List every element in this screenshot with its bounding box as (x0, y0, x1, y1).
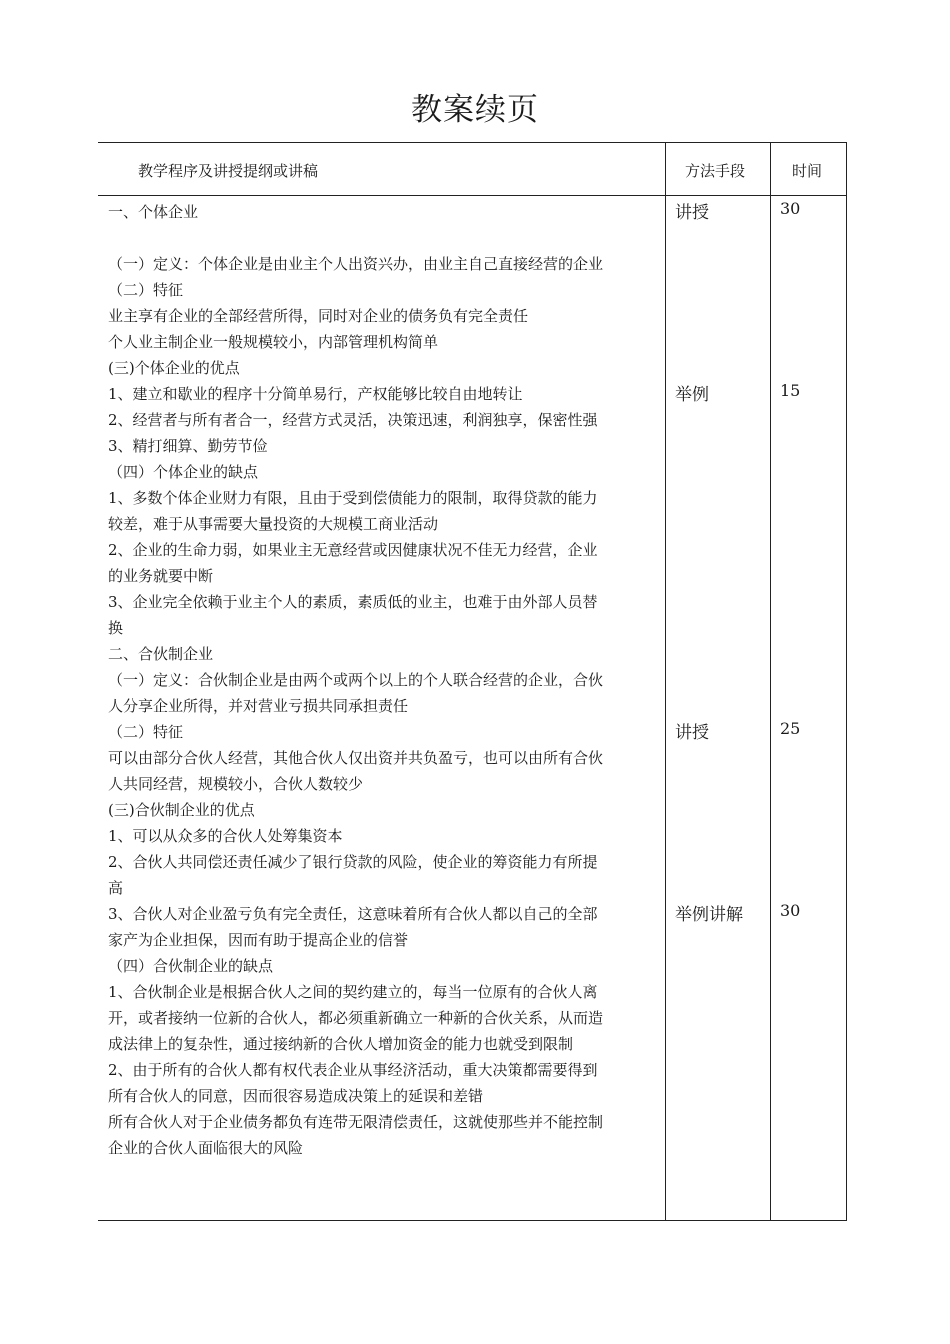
content-line: 2、由于所有的合伙人都有权代表企业从事经济活动，重大决策都需要得到 (108, 1061, 598, 1079)
column-divider-1 (665, 142, 666, 1221)
content-line: 3、企业完全依赖于业主个人的素质，素质低的业主，也难于由外部人员替 (108, 593, 598, 611)
header-method: 方法手段 (685, 162, 746, 180)
page-title: 教案续页 (411, 92, 539, 128)
content-line: 高 (108, 879, 124, 897)
content-line: 业主享有企业的全部经营所得，同时对企业的债务负有完全责任 (108, 307, 529, 325)
content-line: （二）特征 (108, 723, 184, 741)
table-right-border (846, 142, 847, 1221)
content-line: 所有合伙人的同意，因而很容易造成决策上的延误和差错 (108, 1087, 484, 1105)
header-time: 时间 (792, 162, 823, 180)
content-line: 二、合伙制企业 (108, 645, 214, 663)
time-cell: 30 (780, 199, 801, 218)
content-line: 家产为企业担保，因而有助于提高企业的信誉 (108, 931, 409, 949)
content-line: 可以由部分合伙人经营，其他合伙人仅出资并共负盈亏，也可以由所有合伙 (108, 749, 604, 767)
content-line: 3、合伙人对企业盈亏负有完全责任，这意味着所有合伙人都以自己的全部 (108, 905, 598, 923)
content-line: 1、可以从众多的合伙人处筹集资本 (108, 827, 343, 845)
content-line: 所有合伙人对于企业债务都负有连带无限清偿责任，这就使那些并不能控制 (108, 1113, 604, 1131)
content-line: 2、经营者与所有者合一，经营方式灵活，决策迅速，利润独享，保密性强 (108, 411, 598, 429)
header-lecture-notes: 教学程序及讲授提纲或讲稿 (138, 162, 319, 180)
content-line: 2、合伙人共同偿还责任减少了银行贷款的风险，使企业的筹资能力有所提 (108, 853, 598, 871)
content-line: 企业的合伙人面临很大的风险 (108, 1139, 304, 1157)
method-cell: 讲授 (675, 723, 709, 743)
content-line: 人分享企业所得，并对营业亏损共同承担责任 (108, 697, 409, 715)
content-line: （二）特征 (108, 281, 184, 299)
table-bottom-rule (98, 1220, 847, 1221)
content-line: （一）定义：合伙制企业是由两个或两个以上的个人联合经营的企业，合伙 (108, 671, 604, 689)
time-cell: 25 (780, 719, 801, 738)
method-cell: 举例 (675, 385, 709, 405)
content-line: 的业务就要中断 (108, 567, 214, 585)
content-line: （四）合伙制企业的缺点 (108, 957, 274, 975)
header-bottom-rule (98, 195, 847, 196)
content-line: 1、合伙制企业是根据合伙人之间的契约建立的，每当一位原有的合伙人离 (108, 983, 598, 1001)
column-divider-2 (770, 142, 771, 1221)
content-line: (三)合伙制企业的优点 (108, 801, 255, 819)
content-line: 3、精打细算、勤劳节俭 (108, 437, 268, 455)
content-line: 人共同经营，规模较小，合伙人数较少 (108, 775, 364, 793)
table-top-rule (98, 142, 847, 143)
time-cell: 15 (780, 381, 801, 400)
method-cell: 举例讲解 (675, 905, 743, 925)
time-cell: 30 (780, 901, 801, 920)
content-line: （四）个体企业的缺点 (108, 463, 259, 481)
content-line: 换 (108, 619, 124, 637)
lecture-content (108, 199, 663, 1161)
content-line: 较差，难于从事需要大量投资的大规模工商业活动 (108, 515, 439, 533)
content-line: (三)个体企业的优点 (108, 359, 240, 377)
content-line: （一）定义：个体企业是由业主个人出资兴办，由业主自己直接经营的企业 (108, 255, 604, 273)
content-line: 1、多数个体企业财力有限，且由于受到偿债能力的限制，取得贷款的能力 (108, 489, 598, 507)
method-cell: 讲授 (675, 203, 709, 223)
content-line: 一、个体企业 (108, 203, 199, 221)
content-line: 1、建立和歇业的程序十分简单易行，产权能够比较自由地转让 (108, 385, 523, 403)
content-line: 2、企业的生命力弱，如果业主无意经营或因健康状况不佳无力经营，企业 (108, 541, 598, 559)
content-line (108, 225, 663, 251)
content-line: 成法律上的复杂性，通过接纳新的合伙人增加资金的能力也就受到限制 (108, 1035, 574, 1053)
content-line: 个人业主制企业一般规模较小，内部管理机构简单 (108, 333, 439, 351)
content-line: 开，或者接纳一位新的合伙人，都必须重新确立一种新的合伙关系，从而造 (108, 1009, 604, 1027)
